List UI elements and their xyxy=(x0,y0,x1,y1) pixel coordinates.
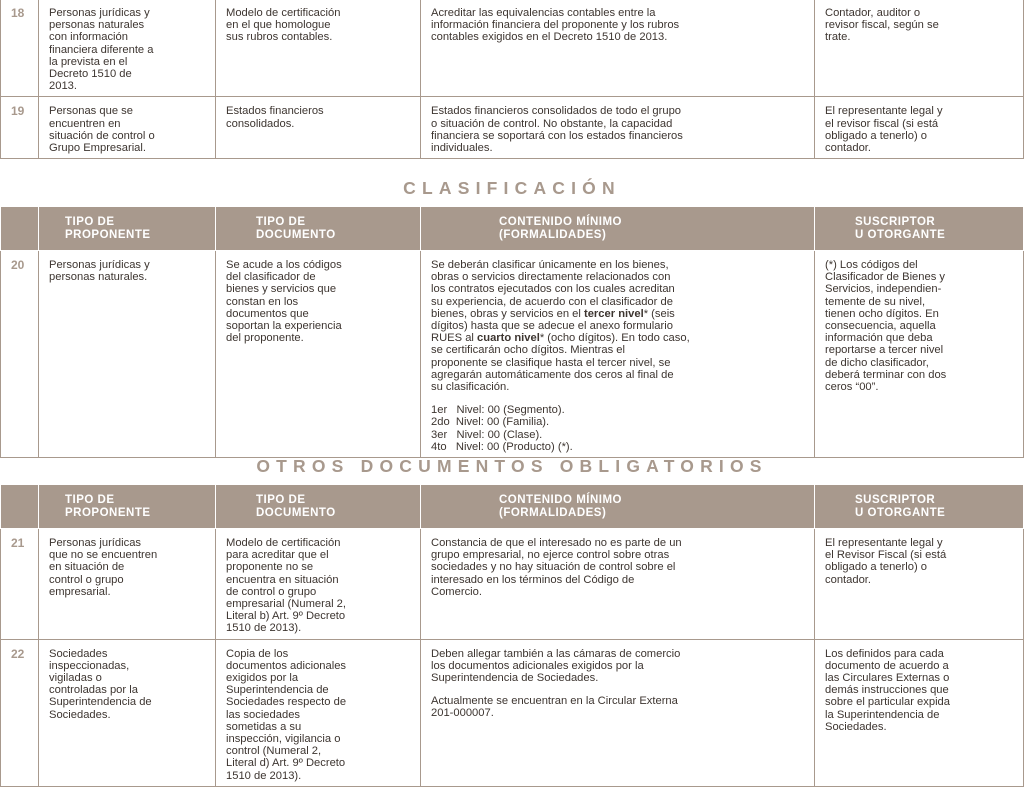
text-line: DOCUMENTO xyxy=(256,506,336,519)
text-line: contador. xyxy=(825,142,872,155)
text-line: documentos que xyxy=(226,307,309,320)
header-suscriptor xyxy=(815,207,1024,251)
row-number: 20 xyxy=(1,251,39,458)
text-line: documentos adicionales xyxy=(226,659,347,672)
text-line: Los definidos para cada xyxy=(825,647,944,660)
text-line: CONTENIDO MÍNIMO xyxy=(499,493,622,506)
text-line: vigiladas o xyxy=(49,672,102,685)
proponente-cell xyxy=(39,0,216,97)
text-line: personas naturales xyxy=(49,19,145,32)
text-line: Estados financieros consolidados de todo el grupo xyxy=(431,105,682,118)
text-line: soportan la experiencia xyxy=(226,320,342,333)
text-line: El representante legal y xyxy=(825,537,943,549)
text-fragment: RUES al xyxy=(431,332,478,345)
text-line: proponente no se xyxy=(226,561,314,574)
table-row xyxy=(1,97,1024,159)
text-line: su clasificación. xyxy=(431,381,510,394)
documento-cell xyxy=(216,639,421,786)
text-line: Deben allegar también a las cámaras de comercio xyxy=(431,647,681,660)
text-line: 1er Nivel: 00 (Segmento). xyxy=(431,404,565,417)
text-line: revisor fiscal, según se xyxy=(825,19,939,32)
text-line: control (Numeral 2, xyxy=(226,745,322,758)
text-line: sometidas a su xyxy=(226,720,302,733)
text-line: del proponente. xyxy=(226,332,304,345)
text-line: Sociedades. xyxy=(825,720,887,733)
text-line: U OTORGANTE xyxy=(855,228,946,241)
text-line: individuales. xyxy=(431,142,493,155)
text-line: documento de acuerdo a xyxy=(825,659,949,672)
clasificacion-table xyxy=(0,206,1024,458)
text-line: grupo empresarial, no ejerce control sobre otras xyxy=(431,549,670,562)
text-line: o situación de control. No obstante, la capacidad xyxy=(431,117,673,130)
text-line: TIPO DE xyxy=(256,215,306,228)
header-tipo-documento xyxy=(216,485,421,529)
text-line: obligado a tenerlo) o xyxy=(825,561,928,574)
row-number: 18 xyxy=(1,0,39,97)
text-line: los documentos adicionales exigidos por la xyxy=(431,659,644,672)
text-line: demás instrucciones que xyxy=(825,684,949,697)
text-line: consolidados. xyxy=(226,117,295,130)
text-line: encuentren en xyxy=(49,117,121,130)
text-line: Superintendencia de xyxy=(49,696,152,709)
text-line: 2013. xyxy=(49,80,77,93)
contenido-line xyxy=(431,308,804,320)
text-line: 3er Nivel: 00 (Clase). xyxy=(431,428,543,441)
row-number: 21 xyxy=(1,529,39,640)
text-line: CONTENIDO MÍNIMO xyxy=(499,215,622,228)
text-line: Grupo Empresarial. xyxy=(49,142,146,155)
text-line: las sociedades xyxy=(226,708,301,721)
contenido-cell xyxy=(421,251,815,458)
text-line: personas naturales. xyxy=(49,271,148,284)
table-row xyxy=(1,529,1024,640)
text-line: Acreditar las equivalencias contables entre la xyxy=(431,7,656,19)
contenido-line: dígitos) hasta que se adecue el anexo formulario xyxy=(431,320,673,333)
text-line: de dicho clasificador, xyxy=(825,356,929,369)
text-line: contables exigidos en el Decreto 1510 de 2013. xyxy=(431,31,668,44)
text-line: Modelo de certificación xyxy=(226,7,341,19)
text-line: deberá terminar con dos xyxy=(825,368,947,381)
text-line: PROPONENTE xyxy=(65,228,151,241)
text-line: de control o grupo xyxy=(226,585,317,598)
header-tipo-proponente xyxy=(39,207,216,251)
header-suscriptor xyxy=(815,485,1024,529)
text-line: Se deberán clasificar únicamente en los bienes, xyxy=(431,259,669,271)
row-number: 22 xyxy=(1,639,39,786)
row-number: 19 xyxy=(1,97,39,159)
text-line: el Revisor Fiscal (si está xyxy=(825,549,947,562)
text-line: Comercio. xyxy=(431,585,482,598)
header-contenido-minimo xyxy=(421,207,815,251)
header-contenido-minimo xyxy=(421,485,815,529)
text-line: inspeccionadas, xyxy=(49,659,130,672)
text-line: obligado a tenerlo) o xyxy=(825,129,928,142)
text-line: (*) Los códigos del xyxy=(825,259,918,271)
text-line: TIPO DE xyxy=(65,493,115,506)
text-line: consecuencia, aquella xyxy=(825,320,936,333)
text-line: Sociedades xyxy=(49,647,108,660)
text-line: los contratos ejecutados con los cuales acreditan xyxy=(431,283,675,296)
text-line: información financiera del proponente y los rubros xyxy=(431,19,680,32)
proponente-cell xyxy=(39,97,216,159)
table-row xyxy=(1,639,1024,786)
text-line: El representante legal y xyxy=(825,105,943,118)
text-line: en situación de xyxy=(49,561,125,574)
contenido-cell xyxy=(421,639,815,786)
text-line: 2do Nivel: 00 (Familia). xyxy=(431,416,550,429)
text-line: para acreditar que el xyxy=(226,549,329,562)
contenido-cell xyxy=(421,97,815,159)
text-line: encuentra en situación xyxy=(226,573,339,586)
text-line: su experiencia, de acuerdo con el clasificador de xyxy=(431,295,673,308)
section-title-otros-documentos: OTROS DOCUMENTOS OBLIGATORIOS xyxy=(256,456,768,476)
text-line: Modelo de certificación xyxy=(226,537,341,549)
text-line: se certificarán ocho dígitos. Mientras el xyxy=(431,344,626,357)
suscriptor-cell xyxy=(815,251,1024,458)
otros-documentos-table xyxy=(0,484,1024,787)
bold-term-tercer-nivel: tercer nivel xyxy=(583,307,644,320)
proponente-cell xyxy=(39,251,216,458)
text-line: controladas por la xyxy=(49,684,138,697)
text-line: Decreto 1510 de xyxy=(49,68,132,81)
text-line: sobre el particular expida xyxy=(825,696,950,709)
suscriptor-cell xyxy=(815,529,1024,640)
bold-term-cuarto-nivel: cuarto nivel xyxy=(477,332,540,345)
text-line: bienes y servicios que xyxy=(226,283,337,296)
text-line: financiera se soportará con los estados financieros xyxy=(431,129,683,142)
text-line: agregarán automáticamente dos ceros al final de xyxy=(431,368,674,381)
text-line: información que deba xyxy=(825,332,933,345)
contenido-paragraph xyxy=(431,537,804,598)
text-line: tienen ocho dígitos. En xyxy=(825,307,939,320)
documento-cell xyxy=(216,529,421,640)
text-line: SUSCRIPTOR xyxy=(855,493,936,506)
text-line: proponente se clasifique hasta el tercer nivel, se xyxy=(431,356,671,369)
contenido-paragraph xyxy=(431,259,804,308)
text-line: Personas jurídicas y xyxy=(49,259,150,271)
text-line: 201-000007. xyxy=(431,707,494,720)
proponente-cell xyxy=(39,639,216,786)
text-line: Sociedades respecto de xyxy=(226,696,347,709)
text-line: Constancia de que el interesado no es parte de un xyxy=(431,537,682,549)
text-line: Actualmente se encuentran en la Circular Externa xyxy=(431,695,678,708)
contenido-line xyxy=(431,332,804,344)
text-line: Personas que se xyxy=(49,105,133,118)
table-row xyxy=(1,0,1024,97)
text-line: constan en los xyxy=(226,295,299,308)
text-line: Servicios, independien- xyxy=(825,283,942,296)
documento-cell xyxy=(216,251,421,458)
text-line: inspección, vigilancia o xyxy=(226,733,341,746)
header-number xyxy=(1,207,39,251)
text-line: PROPONENTE xyxy=(65,506,151,519)
text-line: Superintendencia de Sociedades. xyxy=(431,672,599,685)
proponente-cell xyxy=(39,529,216,640)
text-line: temente de su nivel, xyxy=(825,295,926,308)
text-line: la prevista en el xyxy=(49,55,128,68)
header-tipo-proponente xyxy=(39,485,216,529)
header-tipo-documento xyxy=(216,207,421,251)
table-header-row xyxy=(1,485,1024,529)
text-line: financiera diferente a xyxy=(49,43,154,56)
text-line: Copia de los xyxy=(226,647,289,660)
text-line: contador. xyxy=(825,573,872,586)
text-line: Estados financieros xyxy=(226,105,324,118)
text-line: situación de control o xyxy=(49,129,155,142)
text-line: SUSCRIPTOR xyxy=(855,215,936,228)
text-line: 1510 de 2013). xyxy=(226,622,302,635)
text-line: exigidos por la xyxy=(226,672,299,685)
text-line: (FORMALIDADES) xyxy=(499,506,607,519)
text-line: empresarial. xyxy=(49,585,111,598)
contenido-paragraph xyxy=(431,695,804,719)
text-fragment: * (seis xyxy=(643,307,675,320)
text-line: las Circulares Externas o xyxy=(825,672,950,685)
text-line: la Superintendencia de xyxy=(825,708,940,721)
section-title-clasificacion: CLASIFICACIÓN xyxy=(403,178,621,198)
text-line: Personas jurídicas y xyxy=(49,7,150,19)
text-line: TIPO DE xyxy=(65,215,115,228)
text-line: sus rubros contables. xyxy=(226,31,333,44)
table-header-row xyxy=(1,207,1024,251)
contenido-cell xyxy=(421,529,815,640)
text-line: (FORMALIDADES) xyxy=(499,228,607,241)
documento-cell xyxy=(216,0,421,97)
text-line: obras o servicios directamente relacionados con xyxy=(431,271,671,284)
header-number xyxy=(1,485,39,529)
text-line: 4to Nivel: 00 (Producto) (*). xyxy=(431,440,573,453)
suscriptor-cell xyxy=(815,97,1024,159)
text-line: sociedades y no hay situación de control sobre el xyxy=(431,561,676,574)
text-line: control o grupo xyxy=(49,573,124,586)
text-line: Sociedades. xyxy=(49,708,111,721)
text-line: interesado en los términos del Código de xyxy=(431,573,635,586)
documento-cell xyxy=(216,97,421,159)
suscriptor-cell xyxy=(815,0,1024,97)
text-fragment: * (ocho dígitos). En todo caso, xyxy=(539,332,690,345)
text-line: U OTORGANTE xyxy=(855,506,946,519)
text-line: Personas jurídicas xyxy=(49,537,142,549)
text-line: Literal d) Art. 9º Decreto xyxy=(226,757,346,770)
contenido-paragraph xyxy=(431,344,804,393)
table-row xyxy=(1,251,1024,458)
text-line: trate. xyxy=(825,31,851,44)
text-line: con información xyxy=(49,31,128,44)
text-line: Contador, auditor o xyxy=(825,7,921,19)
text-line: Superintendencia de xyxy=(226,684,329,697)
niveles-list xyxy=(431,404,804,453)
text-line: en el que homologue xyxy=(226,19,331,32)
text-line: TIPO DE xyxy=(256,493,306,506)
text-line: empresarial (Numeral 2, xyxy=(226,598,346,611)
suscriptor-cell xyxy=(815,639,1024,786)
text-line: Literal b) Art. 9º Decreto xyxy=(226,610,346,623)
contenido-paragraph xyxy=(431,648,804,685)
top-table xyxy=(0,0,1024,159)
text-line: ceros “00”. xyxy=(825,381,879,394)
text-line: Clasificador de Bienes y xyxy=(825,271,946,284)
contenido-cell xyxy=(421,0,815,97)
text-line: el revisor fiscal (si está xyxy=(825,117,939,130)
text-line: 1510 de 2013). xyxy=(226,769,302,782)
text-line: Se acude a los códigos xyxy=(226,259,342,271)
text-line: reportarse a tercer nivel xyxy=(825,344,944,357)
text-line: DOCUMENTO xyxy=(256,228,336,241)
text-fragment: bienes, obras y servicios en el xyxy=(431,307,584,320)
text-line: del clasificador de xyxy=(226,271,316,284)
text-line: que no se encuentren xyxy=(49,549,158,562)
